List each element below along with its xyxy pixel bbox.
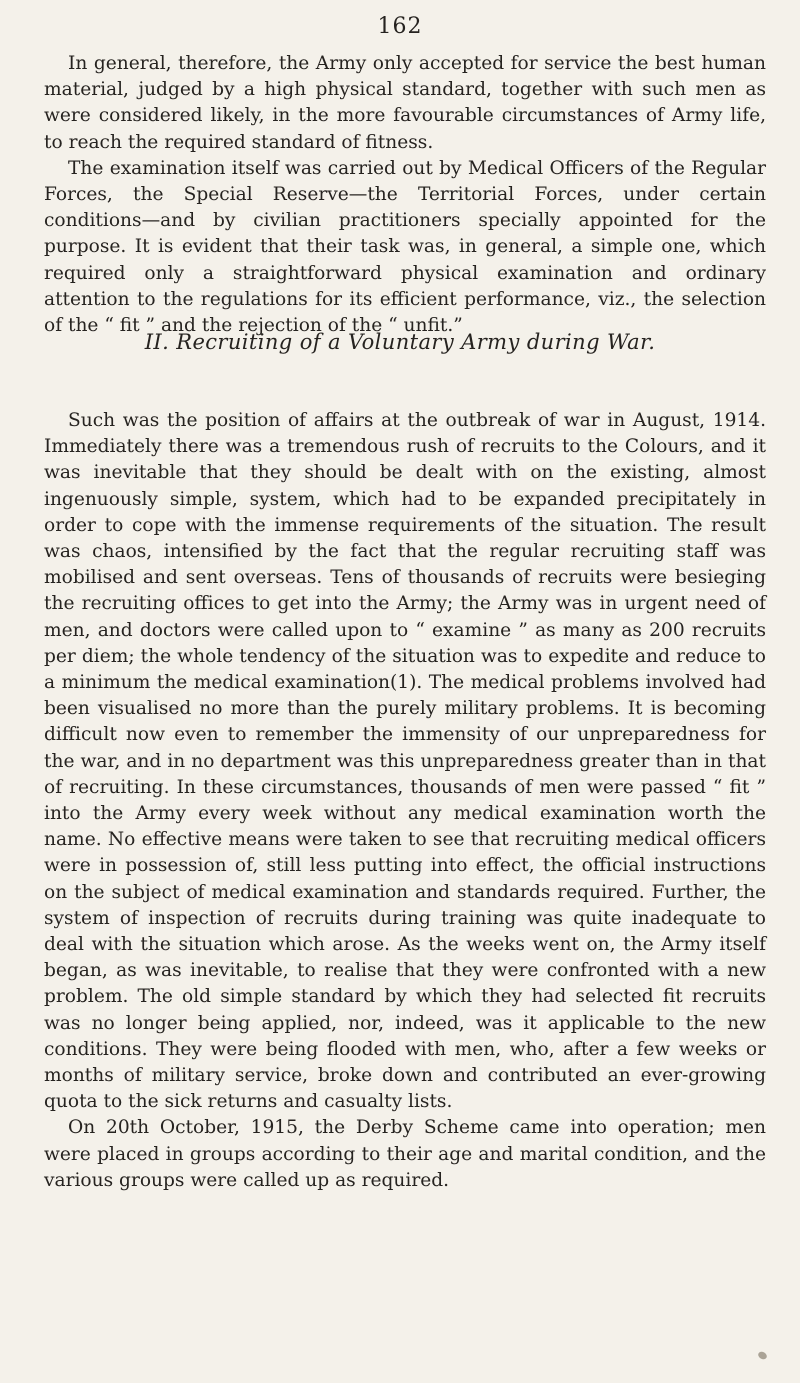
section-text-block xyxy=(44,408,766,1194)
paper-speck xyxy=(757,1350,768,1361)
intro-text-block xyxy=(44,51,766,339)
section-title: Recruiting of a Voluntary Army during War. xyxy=(176,330,656,354)
paragraph-examination: The examination itself was carried out by Medical Officers of the Regular Forces, the Special Reserve—the Territorial Forces, under certain conditions—and by civilian practitioners specially appointed for the purpose. It is evident that their task was, in general, a simple one, which required only a straightforward physical examination and ordinary attention to the regulations for its efficient performance, viz., the selection of the “ fit ” and the rejection of the “ unfit.” xyxy=(44,157,766,337)
section-number: II. xyxy=(144,330,170,354)
page-number: 162 xyxy=(377,14,423,39)
paragraph-outbreak-of-war: Such was the position of affairs at the outbreak of war in August, 1914. Immediately there was a tremendous rush of recruits to the Colours, and it was inevitable that they should be dealt with on the existing, almost ingenuously simple, system, which had to be expanded precipitately in order to cope with the immense requirements of the situation. The result was chaos, intensified by the fact that the regular recruiting staff was mobilised and sent overseas. Tens of thousands of recruits were besieging the recruiting offices to get into the Army; the Army was in urgent need of men, and doctors were called upon to “ examine ” as many as 200 recruits per diem; the whole tendency of the situation was to expedite and reduce to a minimum the medical examination(1). The medical problems involved had been visualised no more than the purely military problems. It is becoming difficult now even to remember the immensity of our unpreparedness for the war, and in no department was this unpreparedness greater than in that of recruiting. In these circumstances, thousands of men were passed “ fit ” into the Army every week without any medical examination worth the name. No effective means were taken to see that recruiting medical officers were in possession of, still less putting into effect, the official instructions on the subject of medical examination and standards required. Further, the system of inspection of recruits during training was quite inadequate to deal with the situation which arose. As the weeks went on, the Army itself began, as was inevitable, to realise that they were confronted with a new problem. The old simple standard by which they had selected fit recruits was no longer being applied, nor, indeed, was it applicable to the new conditions. They were being flooded with men, who, after a few weeks or months of military service, broke down and contributed an ever-growing quota to the sick returns and casualty lists. xyxy=(44,410,766,1113)
paragraph-general-standard: In general, therefore, the Army only accepted for service the best human material, judged by a high physical standard, together with such men as were considered likely, in the more favourable circumstances of Army life, to reach the required standard of fitness. xyxy=(44,53,766,153)
paragraph-derby-scheme: On 20th October, 1915, the Derby Scheme came into operation; men were placed in groups according to their age and marital condition, and the various groups were called up as required. xyxy=(44,1117,766,1191)
section-heading xyxy=(0,330,800,354)
